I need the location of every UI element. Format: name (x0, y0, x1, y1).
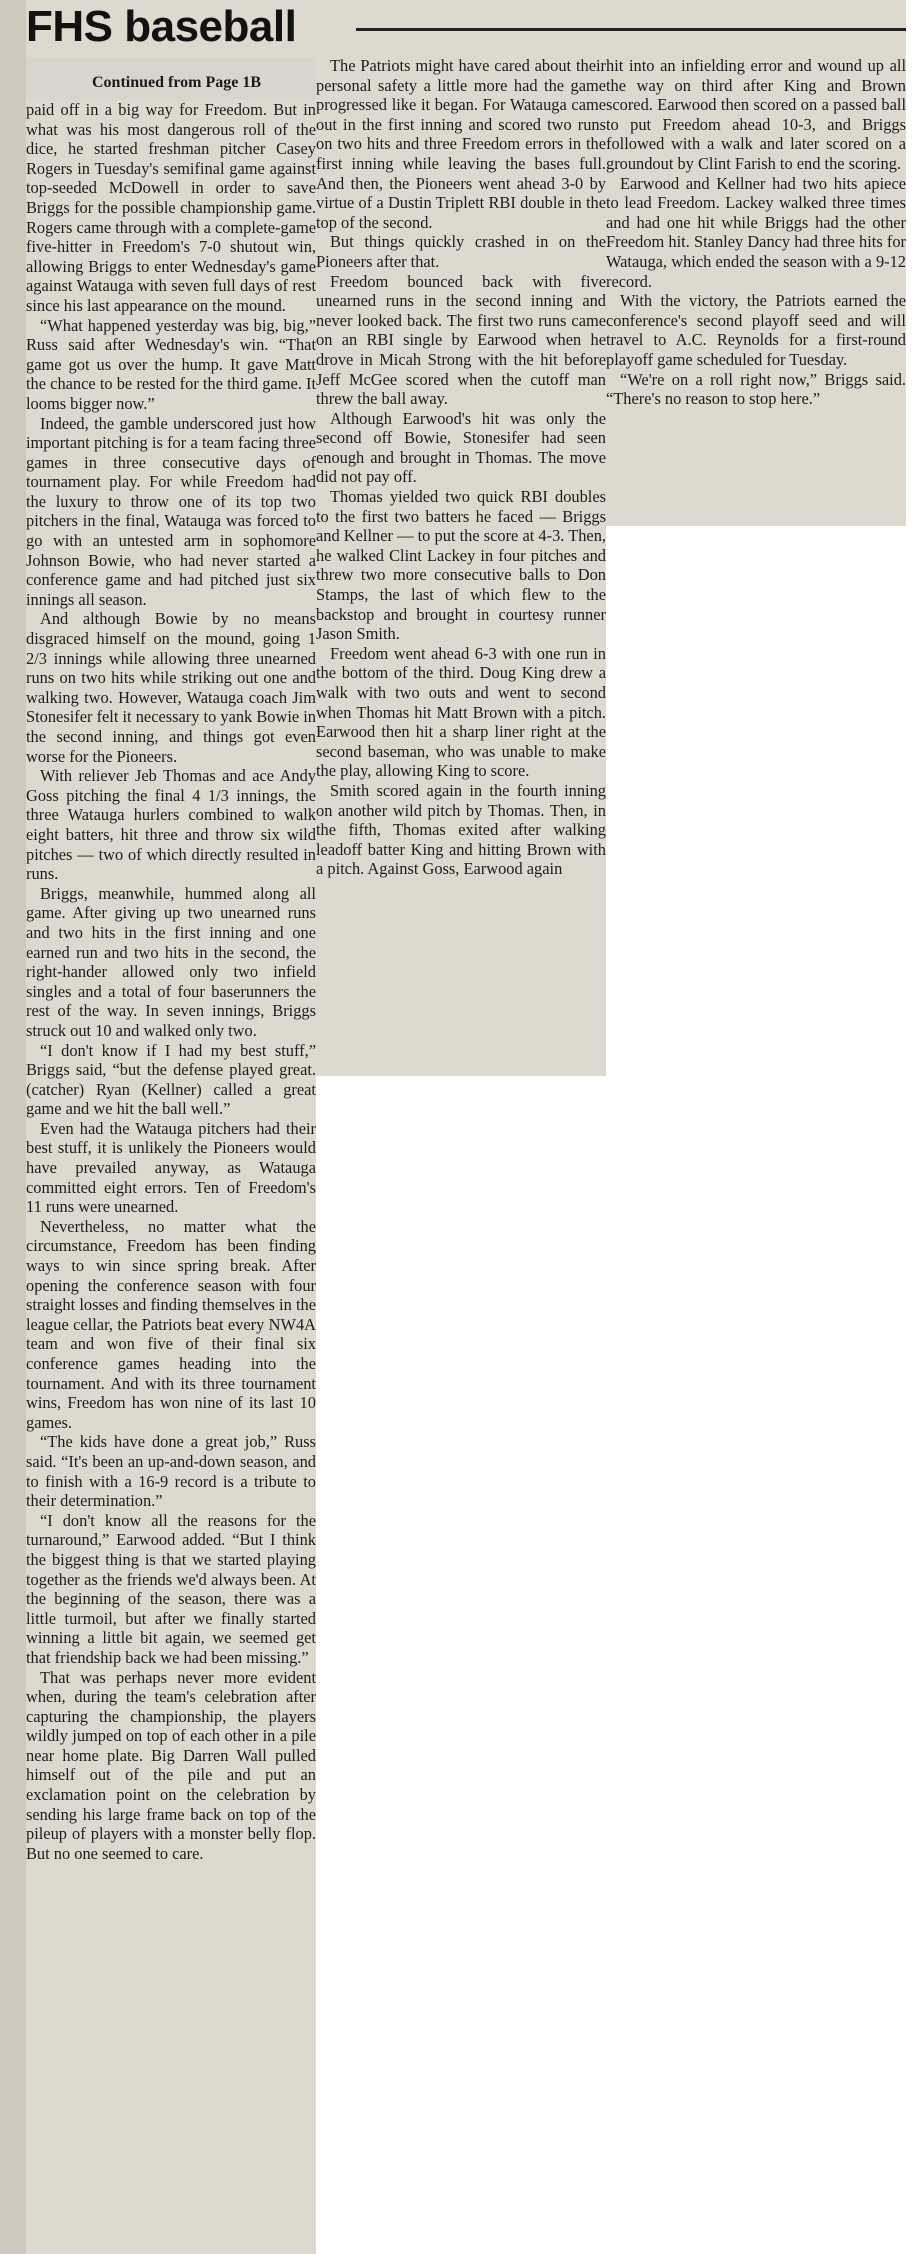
paragraph: “What happened yesterday was big, big,” Russ said after Wednesday's win. “That game got us over the hump. It gave Matt the chance to be rested for the third game. It looms bigger now.” (26, 315, 316, 413)
paragraph: Thomas yielded two quick RBI doubles to the first two batters he faced — Briggs and Kellner — to put the score at 4-3. Then, he walked Clint Lackey in four pitches and threw two more consecutive balls to Don Stamps, the last of which flew to the backstop and brought in courtesy runner Jason Smith. (316, 487, 606, 644)
paragraph: paid off in a big way for Freedom. But in what was his most dangerous roll of the dice, he started freshman pitcher Casey Rogers in Tuesday's semifinal game against top-seeded McDowell in order to save Briggs for the possible championship game. Rogers came through with a complete-game five-hitter in Freedom's 7-0 shutout win, allowing Briggs to enter Wednesday's game against Watauga with seven full days of rest since his last appearance on the mound. (26, 100, 316, 315)
article-column-1 (26, 100, 316, 2254)
paragraph: “The kids have done a great job,” Russ said. “It's been an up-and-down season, and to finish with a 16-9 record is a tribute to their determination.” (26, 1432, 316, 1511)
paragraph: Indeed, the gamble underscored just how important pitching is for a team facing three games in three consecutive days of tournament play. For while Freedom had the luxury to throw one of its top two pitchers in the final, Watauga was forced to go with an untested arm in sophomore Johnson Bowie, who had never started a conference game and had pitched just six innings all season. (26, 413, 316, 609)
paragraph: Freedom bounced back with five unearned runs in the second inning and never looked back. The first two runs came on an RBI single by Earwood when he drove in Micah Strong with the hit before Jeff McGee scored when the cutoff man threw the ball away. (316, 271, 606, 409)
paragraph: But things quickly crashed in on the Pioneers after that. (316, 232, 606, 271)
paragraph: Nevertheless, no matter what the circumstance, Freedom has been finding ways to win since spring break. After opening the conference season with four straight losses and finding themselves in the league cellar, the Patriots beat every NW4A team and won five of their final six conference games heading into the tournament. And with its three tournament wins, Freedom has won nine of its last 10 games. (26, 1216, 316, 1432)
paragraph: Earwood and Kellner had two hits apiece to lead Freedom. Lackey walked three times and had one hit while Briggs had the other Freedom hit. Stanley Dancy had three hits for Watauga, which ended the season with a 9-12 record. (606, 173, 906, 291)
title-rule (356, 28, 906, 31)
paragraph: Smith scored again in the fourth inning on another wild pitch by Thomas. Then, in the fifth, Thomas exited after walking leadoff batter King and hitting Brown with a pitch. Against Goss, Earwood again (316, 780, 606, 879)
paragraph: “We're on a roll right now,” Briggs said. “There's no reason to stop here.” (606, 369, 906, 409)
continued-line: Continued from Page 1B (92, 74, 262, 91)
paragraph: Freedom went ahead 6-3 with one run in the bottom of the third. Doug King drew a walk with two outs and went to second when Thomas hit Matt Brown with a pitch. Earwood then hit a sharp liner right at the second baseman, who was unable to make the play, allowing King to score. (316, 643, 606, 781)
paragraph: And although Bowie by no means disgraced himself on the mound, going 1 2/3 innings while allowing three unearned runs on two hits while striking out one and walking two. However, Watauga coach Jim Stonesifer felt it necessary to yank Bowie in the second inning, and things got even worse for the Pioneers. (26, 609, 316, 766)
section-title: FHS baseball (26, 2, 297, 51)
paragraph: “I don't know if I had my best stuff,” Briggs said, “but the defense played great. (catcher) Ryan (Kellner) called a great game and we hit the ball well.” (26, 1040, 316, 1119)
article-column-3 (606, 56, 906, 526)
blank-area (316, 1076, 919, 2254)
article-header (26, 0, 906, 58)
paragraph: The Patriots might have cared about their personal safety a little more had the game progressed like it began. For Watauga came out in the first inning and scored two runs on two hits and three Freedom errors in the first inning while leaving the bases full. And then, the Pioneers went ahead 3-0 by virtue of a Dustin Triplett RBI double in the top of the second. (316, 56, 606, 232)
article-column-2 (316, 56, 606, 1076)
paragraph: Although Earwood's hit was only the second off Bowie, Stonesifer had seen enough and brought in Thomas. The move did not pay off. (316, 408, 606, 487)
paragraph: That was perhaps never more evident when, during the team's celebration after capturing the championship, the players wildly jumped on top of each other in a pile near home plate. Big Darren Wall pulled himself out of the pile and put an exclamation point on the celebration by sending his large frame back on top of the pileup of players with a monster belly flop. But no one seemed to care. (26, 1667, 316, 1863)
paragraph: Even had the Watauga pitchers had their best stuff, it is unlikely the Pioneers would have prevailed anyway, as Watauga committed eight errors. Ten of Freedom's 11 runs were unearned. (26, 1118, 316, 1217)
paragraph: Briggs, meanwhile, hummed along all game. After giving up two unearned runs and two hits in the first inning and one earned run and two hits in the second, the right-hander allowed only two infield singles and a total of four baserunners the rest of the way. In seven innings, Briggs struck out 10 and walked only two. (26, 883, 316, 1040)
paragraph: “I don't know all the reasons for the turnaround,” Earwood added. “But I think the biggest thing is that we started playing together as the friends we'd always been. At the beginning of the season, there was a little turmoil, but after we finally started winning a little bit again, we seemed get that friendship back we had been missing.” (26, 1510, 316, 1667)
paragraph: hit into an infielding error and wound up all the way on third after King and Brown scored. Earwood then scored on a passed ball to put Freedom ahead 10-3, and Briggs followed with a walk and later scored on a groundout by Clint Farish to end the scoring. (606, 56, 906, 173)
page-edge (0, 0, 26, 2254)
blank-margin (906, 0, 919, 526)
blank-area (606, 526, 919, 1076)
paragraph: With the victory, the Patriots earned the conference's second playoff seed and will travel to A.C. Reynolds for a first-round playoff game scheduled for Tuesday. (606, 291, 906, 369)
paragraph: With reliever Jeb Thomas and ace Andy Goss pitching the final 4 1/3 innings, the three Watauga hurlers combined to walk eight batters, hit three and throw six wild pitches — two of which directly resulted in runs. (26, 766, 316, 884)
